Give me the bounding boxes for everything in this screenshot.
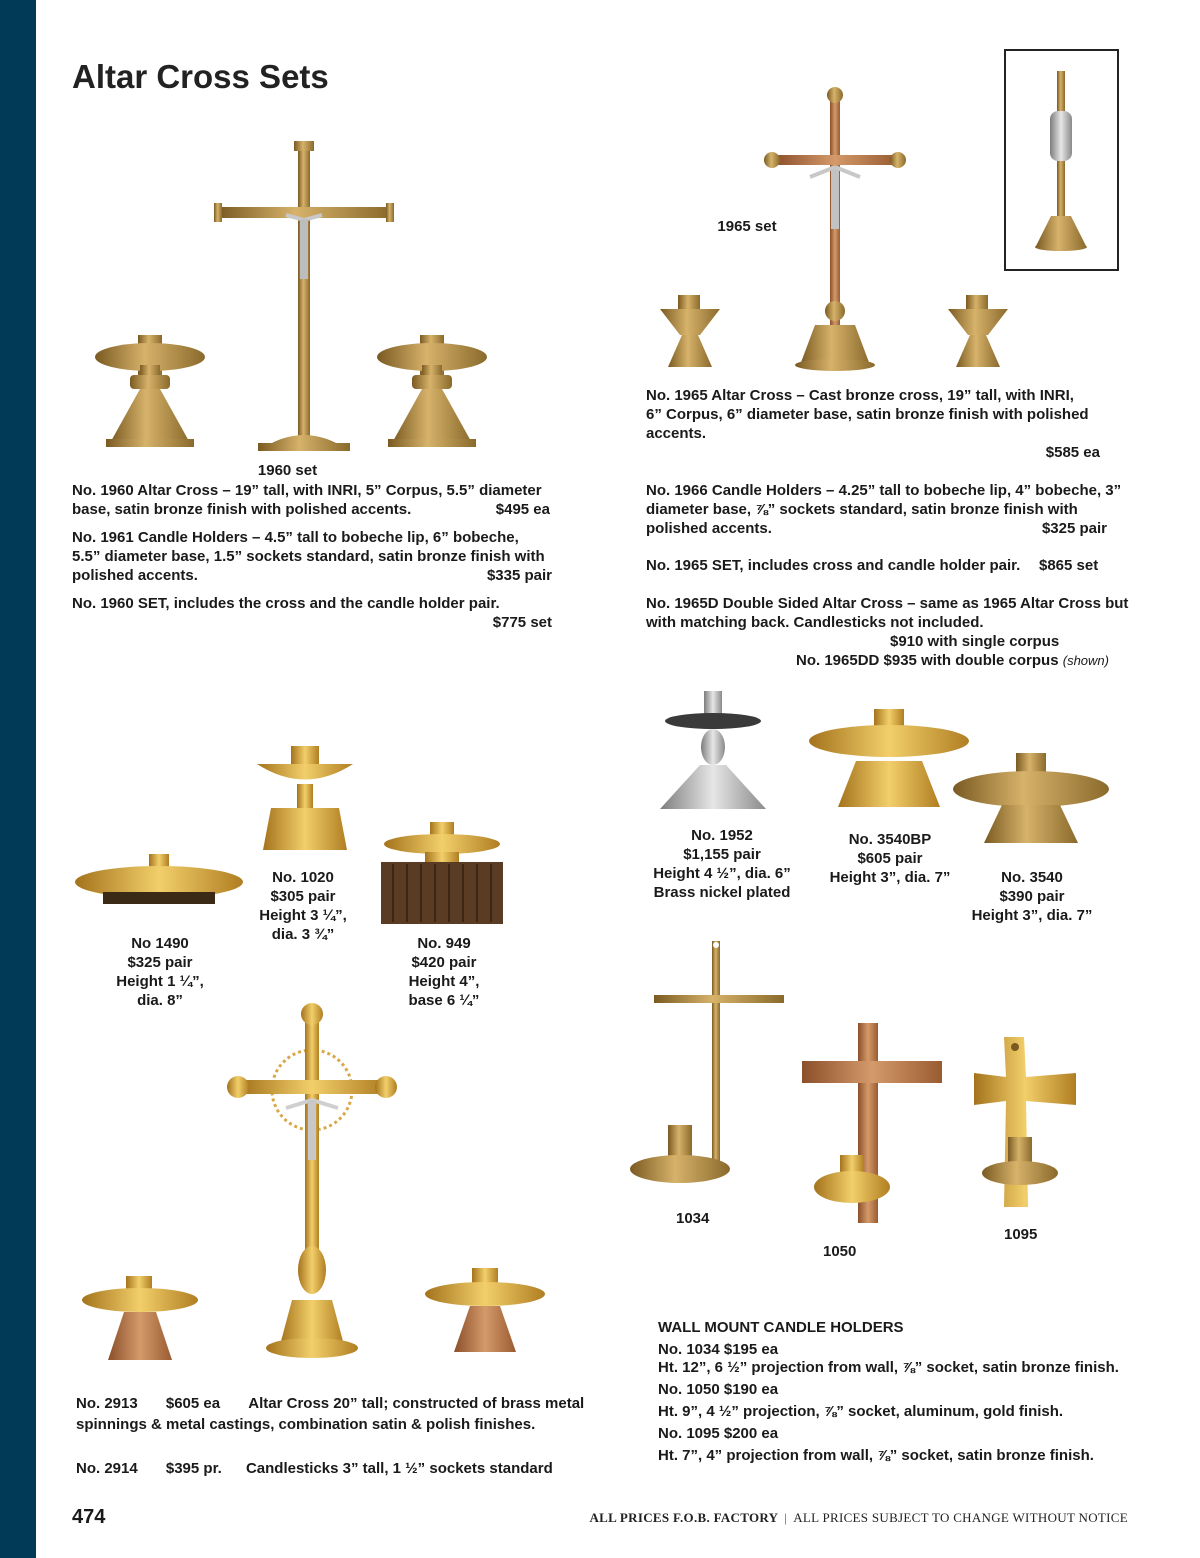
footer-fob: ALL PRICES F.O.B. FACTORY: [589, 1510, 779, 1525]
desc-1961-line3: polished accents.: [72, 567, 198, 584]
price-1965dd: [796, 651, 1109, 670]
cross-1960: [214, 141, 394, 451]
label-1952-l2: $1,155 pair: [683, 846, 761, 863]
candlestick-3540: [953, 753, 1109, 843]
label-1020: [243, 868, 363, 944]
label-1490-l4: dia. 8”: [137, 992, 183, 1009]
caption-1960-set: 1960 set: [257, 462, 318, 479]
no-2914: No. 2914: [76, 1460, 138, 1477]
image-2913-set: [80, 1000, 550, 1370]
no-2913: No. 2913: [76, 1395, 138, 1412]
label-3540bp-l3: Height 3”, dia. 7”: [829, 869, 951, 886]
price-1965dd-text: No. 1965DD $935 with double corpus: [796, 652, 1059, 669]
label-949: [384, 934, 504, 1010]
label-949-l1: No. 949: [417, 935, 471, 952]
price-2914: $395 pr.: [165, 1460, 222, 1477]
price-1965d: $910 with single corpus: [890, 633, 1060, 650]
candlestick-2914-right: [425, 1268, 545, 1352]
candlestick-2914-left: [82, 1276, 198, 1360]
label-1952-l1: No. 1952: [691, 827, 753, 844]
image-1965dd-cross: [1006, 51, 1117, 269]
wall-heading: WALL MOUNT CANDLE HOLDERS: [658, 1319, 904, 1336]
footer-change-notice: ALL PRICES SUBJECT TO CHANGE WITHOUT NOTICE: [793, 1510, 1128, 1525]
price-1966: $325 pair: [1041, 520, 1107, 537]
label-1034: 1034: [676, 1210, 710, 1227]
label-949-l2: $420 pair: [411, 954, 477, 971]
wall-1095-no: No. 1095 $200 ea: [658, 1425, 779, 1442]
desc-1966-line1: No. 1966 Candle Holders – 4.25” tall to bobeche lip, 4” bobeche, 3”: [646, 482, 1122, 499]
wall-1034-no: No. 1034 $195 ea: [658, 1341, 779, 1358]
label-3540-l1: No. 3540: [1001, 869, 1063, 886]
label-3540-l2: $390 pair: [999, 888, 1065, 905]
label-1490: [100, 934, 220, 1010]
desc-1966-line3: polished accents.: [646, 520, 772, 537]
candlestick-3540bp: [809, 709, 969, 807]
candle-holder-1966-right: [948, 295, 1008, 367]
image-wall-mount-holders: [628, 935, 1088, 1235]
footer-separator: |: [784, 1510, 788, 1525]
desc-2913: Altar Cross 20” tall; constructed of brass metal: [248, 1395, 585, 1412]
label-949-l3: Height 4”,: [408, 973, 480, 990]
label-1490-l2: $325 pair: [127, 954, 193, 971]
candlestick-1952: [660, 691, 766, 809]
price-1960-set: $775 set: [492, 614, 552, 631]
price-1965-set: $865 set: [1039, 557, 1099, 574]
wall-1095-desc: Ht. 7”, 4” projection from wall, ⅞” socket, satin bronze finish.: [658, 1447, 1094, 1464]
desc-1965-cross-line3: accents.: [646, 425, 707, 442]
label-3540-l3: Height 3”, dia. 7”: [971, 907, 1093, 924]
desc-2914-line: [76, 1459, 553, 1478]
wall-holder-1034: [630, 941, 784, 1183]
label-1020-l3: Height 3 ¼”,: [259, 907, 347, 924]
label-1952: [640, 826, 804, 902]
sidebar-band: [0, 0, 36, 1558]
label-949-l4: base 6 ¼”: [408, 992, 480, 1009]
caption-1965-set: 1965 set: [717, 218, 777, 235]
label-1952-l4: Brass nickel plated: [653, 884, 791, 901]
desc-1965d-line1: No. 1965D Double Sided Altar Cross – same as 1965 Altar Cross but: [646, 595, 1129, 612]
wall-1050-desc: Ht. 9”, 4 ½” projection, ⅞” socket, aluminum, gold finish.: [658, 1403, 1064, 1420]
label-1020-l4: dia. 3 ¾”: [271, 926, 335, 943]
shown-note: (shown): [1062, 653, 1109, 668]
desc-1965-cross-line2: 6” Corpus, 6” diameter base, satin bronze finish with polished: [646, 406, 1089, 423]
price-1960-cross: $495 ea: [495, 501, 550, 518]
candlestick-949: [381, 822, 503, 924]
candle-holder-1961-left: [95, 335, 205, 447]
desc-2913-line1: [76, 1394, 584, 1413]
desc-2914: Candlesticks 3” tall, 1 ½” sockets standard: [245, 1460, 553, 1477]
page-number: 474: [72, 1506, 106, 1528]
inset-photo-frame: [1004, 49, 1119, 271]
label-1490-l1: No 1490: [131, 935, 189, 952]
label-1095: 1095: [1004, 1226, 1038, 1243]
desc-1960-set: No. 1960 SET, includes the cross and the candle holder pair.: [72, 595, 500, 612]
price-1965-cross: $585 ea: [1045, 444, 1100, 461]
candle-holder-1966-left: [660, 295, 720, 367]
footer-notice: [589, 1510, 1128, 1526]
label-3540bp: [820, 830, 960, 887]
cross-2913: [227, 1003, 397, 1358]
desc-1961-line1: No. 1961 Candle Holders – 4.5” tall to bobeche lip, 6” bobeche,: [72, 529, 519, 546]
label-3540: [962, 868, 1102, 925]
wall-holder-1095: [974, 1037, 1076, 1207]
wall-1034-desc: Ht. 12”, 6 ½” projection from wall, ⅞” socket, satin bronze finish.: [658, 1359, 1119, 1376]
label-1020-l2: $305 pair: [270, 888, 336, 905]
price-2913: $605 ea: [165, 1395, 221, 1412]
desc-1960-cross-line2: base, satin bronze finish with polished accents.: [72, 501, 412, 518]
wall-holder-1050: [802, 1023, 942, 1223]
label-1952-l3: Height 4 ½”, dia. 6”: [653, 865, 791, 882]
page-title: Altar Cross Sets: [72, 58, 329, 95]
price-1961: $335 pair: [486, 567, 552, 584]
label-1050: 1050: [823, 1243, 857, 1260]
desc-1965-cross-line1: No. 1965 Altar Cross – Cast bronze cross, 19” tall, with INRI,: [646, 387, 1074, 404]
image-1960-set: [90, 135, 520, 455]
desc-1965-set: No. 1965 SET, includes cross and candle holder pair.: [646, 557, 1021, 574]
wall-1050-no: No. 1050 $190 ea: [658, 1381, 779, 1398]
candlestick-1490: [75, 854, 243, 904]
desc-1966-line2: diameter base, ⅞” sockets standard, satin bronze finish with: [646, 501, 1078, 518]
desc-1961-line2: 5.5” diameter base, 1.5” sockets standard, satin bronze finish with: [72, 548, 545, 565]
label-3540bp-l1: No. 3540BP: [848, 831, 932, 848]
desc-2913-line2: spinnings & metal castings, combination satin & polish finishes.: [76, 1416, 536, 1433]
desc-1965d-line2: with matching back. Candlesticks not included.: [646, 614, 984, 631]
candlestick-1020: [257, 746, 353, 850]
label-1490-l3: Height 1 ¼”,: [116, 973, 204, 990]
desc-1960-cross-line1: No. 1960 Altar Cross – 19” tall, with INRI, 5” Corpus, 5.5” diameter: [72, 482, 542, 499]
label-3540bp-l2: $605 pair: [857, 850, 923, 867]
label-1020-l1: No. 1020: [272, 869, 334, 886]
candle-holder-1961-right: [377, 335, 487, 447]
